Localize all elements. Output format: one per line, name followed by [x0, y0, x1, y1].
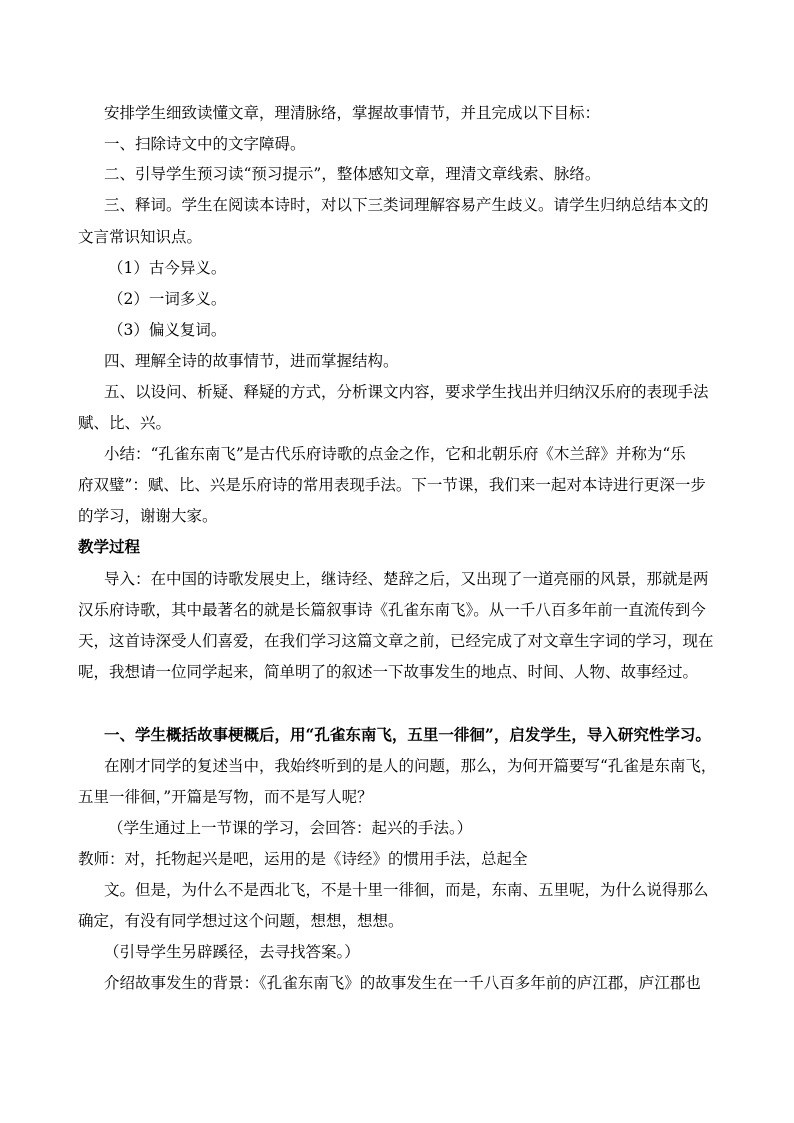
sub-item-1: （1）古今异义。	[108, 259, 227, 277]
sub-item-3: （3）偏义复词。	[108, 321, 227, 339]
note-line-2: （引导学生另辟蹊径，去寻找答案。）	[104, 943, 360, 961]
note-line-1: （学生通过上一节课的学习，会回答：起兴的手法。）	[108, 819, 473, 837]
intro-line-1: 导入：在中国的诗歌发展史上，继诗经、楚辞之后，又出现了一道亮丽的风景，那就是两	[104, 570, 709, 588]
goal-item-4: 四、理解全诗的故事情节，进而掌握结构。	[104, 352, 399, 370]
summary-line-2: 府双璧”：赋、比、兴是乐府诗的常用表现手法。下一节课，我们来一起对本诗进行更深一步	[78, 476, 706, 494]
intro-line-3: 天，这首诗深受人们喜爱，在我们学习这篇文章之前，已经完成了对文章生字词的学习，现在	[78, 632, 714, 650]
teacher-line-3: 确定，有没有同学想过这个问题，想想，想想。	[78, 912, 404, 930]
summary-line-3: 的学习，谢谢大家。	[78, 507, 218, 525]
teacher-line-1: 教师：对，托物起兴是吧，运用的是《诗经》的惯用手法，总起全	[78, 850, 528, 868]
goal-item-3: 三、释词。学生在阅读本诗时，对以下三类词理解容易产生歧义。请学生归纳总结本文的	[104, 196, 709, 214]
sub-item-2: （2）一词多义。	[108, 290, 227, 308]
intro-line-2: 汉乐府诗歌，其中最著名的就是长篇叙事诗《孔雀东南飞》。从一千八百多年前一直流传到今	[78, 601, 706, 619]
section-heading: 教学过程	[78, 537, 141, 556]
goal-item-5-cont: 赋、比、兴。	[78, 414, 172, 432]
summary-line-1: 小结：“孔雀东南飞”是古代乐府诗歌的点金之作，它和北朝乐府《木兰辞》并称为“乐	[104, 445, 686, 463]
background-line-1: 介绍故事发生的背景：《孔雀东南飞》的故事发生在一千八百多年前的庐江郡，庐江郡也	[104, 974, 701, 992]
intro-line-4: 呢，我想请一位同学起来，简单明了的叙述一下故事发生的地点、时间、人物、故事经过。	[78, 663, 699, 681]
goal-item-3-cont: 文言常识知识点。	[78, 228, 203, 246]
goal-item-1: 一、扫除诗文中的文字障碍。	[104, 135, 306, 153]
goal-item-2: 二、引导学生预习读“预习提示”，整体感知文章，理清文章线索、脉络。	[104, 165, 601, 183]
body-line-2: 五里一徘徊，”开篇是写物，而不是写人呢？	[78, 788, 373, 806]
teacher-line-2: 文。但是，为什么不是西北飞，不是十里一徘徊，而是，东南、五里呢，为什么说得那么	[104, 881, 709, 899]
paragraph-intro: 安排学生细致读懂文章，理清脉络，掌握故事情节，并且完成以下目标：	[104, 104, 601, 122]
body-line-1: 在刚才同学的复述当中，我始终听到的是人的问题，那么，为何开篇要写“孔雀是东南飞，	[104, 757, 717, 775]
step-heading-1: 一、学生概括故事梗概后，用“孔雀东南飞，五里一徘徊”，启发学生，导入研究性学习。	[104, 725, 711, 744]
goal-item-5: 五、以设问、析疑、释疑的方式，分析课文内容，要求学生找出并归纳汉乐府的表现手法	[104, 383, 709, 401]
